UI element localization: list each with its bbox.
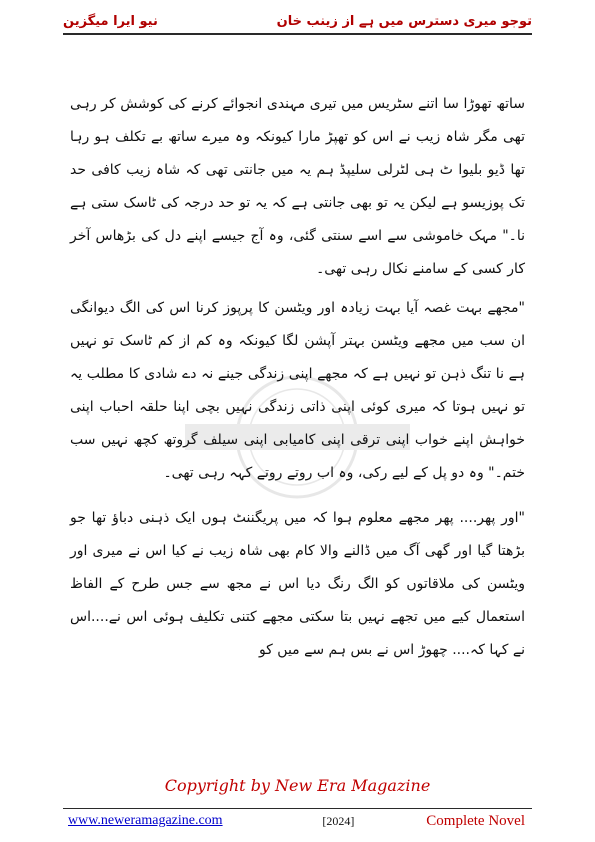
page-header	[63, 10, 532, 32]
footer-divider	[63, 808, 532, 809]
footer-year: [2024]	[322, 813, 355, 828]
copyright-notice: Copyright by New Era Magazine	[164, 776, 431, 795]
website-link[interactable]: www.neweramagazine.com	[68, 813, 223, 828]
header-brand: نیو ایرا میگزین	[63, 13, 158, 29]
header-divider	[63, 33, 532, 35]
paragraph-3: "اور پھر.... پھر مجھے معلوم ہوا کہ میں پریگننٹ ہوں ایک ذہنی دباؤ تھا جو بڑھتا گیا اور گھی آگ میں ڈالنے والا کام بھی شاہ زیب نے کیا اس نے میری اور ویٹسن کی ملاقاتوں کو الگ رنگ دیا اس نے مجھ سے جس طرح کے الفاظ استعمال کیے میں تجھے نہیں بتا سکتی مجھے کتنی تکلیف ہوئی اس نے....اس نے کہا کہ.... چھوڑ اس نے بس ہم سے میں کو	[70, 510, 525, 658]
footer-label: Complete Novel	[426, 812, 525, 829]
paragraph-1: ساتھ تھوڑا سا اتنے سٹریس میں تیری مہندی انجوائے کرنے کی کوشش کر رہی تھی مگر شاہ زیب نے اس کو تھپڑ مارا کیونکہ وہ میرے ساتھ بے تکلف ہو رہا تھا ڈیو بلیوا ٹ ہی لٹرلی سلیپڈ ہم یہ میں جانتی تھی کہ شاہ زیب کافی حد تک پوزیسو ہے لیکن یہ تو بھی جانتی ہے کہ یہ تو حد درجہ کی ٹاسک ستی ہے نا۔" مہک خاموشی سے اسے سنتی گئی، وہ آج جیسے اپنے دل کی بڑھاس آخر کار کسی کے سامنے نکال رہی تھی۔	[70, 96, 525, 277]
page-footer	[68, 812, 525, 830]
paragraph-2: "مجھے بہت غصہ آیا بہت زیادہ اور ویٹسن کا پرپوز کرنا اس کی الگ دیوانگی ان سب میں مجھے ویٹسن بہتر آپشن لگا کیونکہ وہ کم از کم ٹاسک تو نہیں ہے نا تنگ ذہن تو نہیں ہے کہ مجھے اپنی زندگی جینے نہ دے شادی کا مطلب یہ تو نہیں ہوتا کہ میری کوئی اپنی ذاتی زندگی نہیں بچی اپنا حلقہ احباب اپنی خواہش اپنے خواب اپنی ترقی اپنی کامیابی اپنی سیلف گروتھ کچھ نہیں سب ختم۔" وہ دو پل کے لیے رکی، وہ اب روتے روتے کہہ رہی تھی۔	[70, 300, 525, 481]
header-title: توجو میری دسترس میں ہے از زینب خان	[276, 13, 532, 29]
novel-body	[70, 88, 525, 738]
